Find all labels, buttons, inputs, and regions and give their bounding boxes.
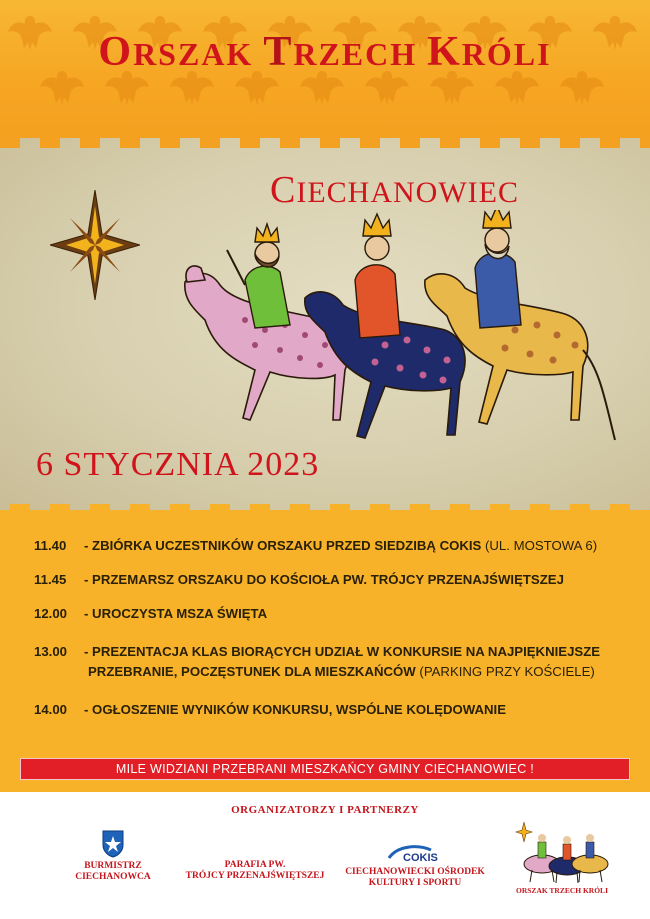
town-name-rest: IECHANOWIEC [296, 176, 519, 209]
town-name [270, 168, 630, 212]
schedule-item-3 [34, 604, 634, 624]
schedule-text: - ZBIÓRKA UCZESTNIKÓW ORSZAKU PRZED SIEDZIBĄ COKIS [84, 538, 482, 553]
schedule-text: - PREZENTACJA KLAS BIORĄCYCH UDZIAŁ W KONKURSIE NA NAJPIĘKNIEJSZE [84, 644, 601, 659]
schedule-time: 13.00 [34, 644, 68, 659]
organizers-title: ORGANIZATORZY I PARTNERZY [231, 804, 419, 816]
partner-line: ORSZAK TRZECH KRÓLI [516, 886, 608, 895]
cokis-logo-text: COKIS [403, 852, 438, 864]
schedule-text: - UROCZYSTA MSZA ŚWIĘTA [84, 606, 268, 621]
title-word-2-rest: RZECH [293, 36, 418, 72]
header-band [0, 0, 650, 138]
schedule-time: 11.45 [34, 572, 67, 587]
partner-line: PARAFIA PW. [224, 860, 286, 870]
partner-burmistrz [58, 830, 168, 883]
battlement-border-bottom [0, 504, 650, 522]
schedule-note: (PARKING PRZY KOŚCIELE) [419, 664, 595, 679]
schedule-time: 11.40 [34, 538, 67, 553]
schedule-item-4 [34, 642, 634, 662]
title-word-1-cap: O [98, 29, 134, 75]
schedule-note: (UL. MOSTOWA 6) [485, 538, 598, 553]
three-kings-on-horses-illustration [175, 210, 620, 475]
partner-orszak-logo [506, 822, 618, 896]
title-word-1-rest: RSZAK [133, 36, 254, 72]
welcome-banner: MILE WIDZIANI PRZEBRANI MIESZKAŃCY GMINY CIECHANOWIEC ! [20, 758, 630, 780]
title-word-3-rest: RÓLI [461, 36, 552, 72]
partner-parafia [180, 860, 330, 882]
partner-line: TRÓJCY PRZENAJŚWIĘTSZEJ [185, 871, 325, 881]
partner-line: KULTURY I SPORTU [368, 878, 462, 888]
cokis-logo [387, 842, 443, 864]
ciechanowiec-coat-of-arms-icon [102, 830, 124, 858]
three-kings-mini-icon [512, 822, 612, 884]
event-title [0, 28, 650, 76]
town-name-cap: C [270, 169, 297, 211]
schedule-time: 14.00 [34, 702, 68, 717]
schedule-time: 12.00 [34, 606, 68, 621]
schedule-item-1 [34, 536, 634, 556]
schedule-text-continued: PRZEBRANIE, POCZĘSTUNEK DLA MIESZKAŃCÓW [88, 664, 416, 679]
star-of-bethlehem-icon [50, 190, 140, 300]
partner-line: CIECHANOWIECKI OŚRODEK [345, 867, 485, 877]
battlement-border-top [0, 132, 650, 150]
schedule-item-2 [34, 570, 634, 590]
partner-line: CIECHANOWCA [75, 872, 151, 882]
partner-cokis [335, 842, 495, 889]
event-date: 6 STYCZNIA 2023 [36, 446, 320, 483]
partner-line: BURMISTRZ [84, 861, 142, 871]
schedule-item-5 [34, 700, 634, 720]
title-word-2-cap: T [263, 29, 294, 75]
schedule-text: - OGŁOSZENIE WYNIKÓW KONKURSU, WSPÓLNE KOLĘDOWANIE [84, 702, 506, 717]
schedule-text: - PRZEMARSZ ORSZAKU DO KOŚCIOŁA PW. TRÓJCY PRZENAJŚWIĘTSZEJ [84, 572, 564, 587]
footer [0, 792, 650, 919]
title-word-3-cap: K [427, 29, 462, 75]
